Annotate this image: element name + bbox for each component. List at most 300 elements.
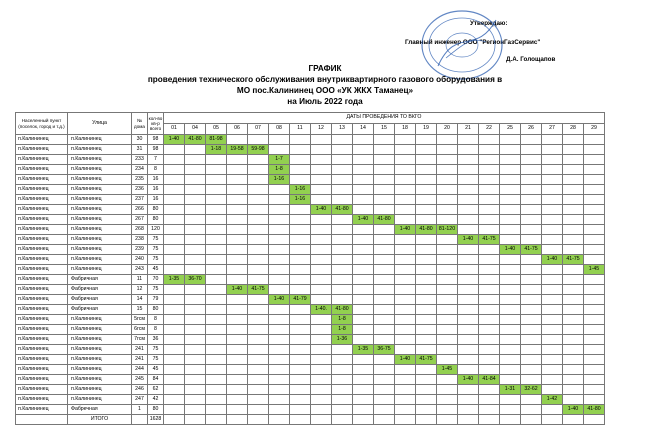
empty-cell (479, 225, 500, 235)
empty-cell (584, 145, 605, 155)
empty-cell (206, 165, 227, 175)
empty-cell (353, 195, 374, 205)
empty-cell (290, 155, 311, 165)
empty-cell (584, 355, 605, 365)
house-cell: 243 (132, 265, 148, 275)
empty-cell (437, 235, 458, 245)
house-cell: 267 (132, 215, 148, 225)
empty-cell (395, 285, 416, 295)
empty-cell (458, 285, 479, 295)
empty-cell (311, 415, 332, 425)
empty-cell (521, 325, 542, 335)
empty-cell (500, 365, 521, 375)
street-cell: п.Калининец (68, 335, 132, 345)
table-row (16, 225, 605, 235)
empty-cell (311, 385, 332, 395)
empty-cell (374, 375, 395, 385)
date-header-cell: 22 (479, 124, 500, 135)
empty-cell (395, 215, 416, 225)
schedule-range-cell: 59-98 (248, 145, 269, 155)
empty-cell (332, 135, 353, 145)
empty-cell (416, 255, 437, 265)
settlement-cell: п.Калининец (16, 395, 68, 405)
settlement-cell: п.Калининец (16, 185, 68, 195)
empty-cell (500, 275, 521, 285)
empty-cell (521, 415, 542, 425)
empty-cell (248, 415, 269, 425)
empty-cell (542, 365, 563, 375)
house-cell: 241 (132, 355, 148, 365)
count-cell: 80 (148, 215, 164, 225)
empty-cell (521, 395, 542, 405)
street-cell: Фабречная (68, 405, 132, 415)
empty-cell (437, 265, 458, 275)
empty-cell (353, 415, 374, 425)
empty-cell (584, 305, 605, 315)
schedule-table (15, 112, 605, 425)
empty-cell (479, 185, 500, 195)
house-cell: 237 (132, 195, 148, 205)
empty-cell (353, 205, 374, 215)
house-cell: 268 (132, 225, 148, 235)
empty-cell (206, 315, 227, 325)
empty-cell (353, 155, 374, 165)
street-cell: п.Калининец (68, 315, 132, 325)
schedule-range-cell: 1-16 (290, 185, 311, 195)
empty-cell (374, 305, 395, 315)
empty-cell (311, 395, 332, 405)
empty-cell (437, 355, 458, 365)
empty-cell (332, 405, 353, 415)
table-row (16, 235, 605, 245)
date-header-cell: 04 (185, 124, 206, 135)
schedule-range-cell: 32-62 (521, 385, 542, 395)
empty-cell (584, 185, 605, 195)
house-cell: 266 (132, 205, 148, 215)
empty-cell (479, 205, 500, 215)
empty-cell (521, 145, 542, 155)
empty-cell (458, 415, 479, 425)
empty-cell (500, 355, 521, 365)
empty-cell (227, 355, 248, 365)
empty-cell (479, 135, 500, 145)
empty-cell (542, 195, 563, 205)
empty-cell (290, 265, 311, 275)
empty-cell (269, 355, 290, 365)
empty-cell (290, 355, 311, 365)
empty-cell (332, 225, 353, 235)
empty-cell (206, 375, 227, 385)
house-cell: 14 (132, 295, 148, 305)
empty-cell (542, 325, 563, 335)
empty-cell (437, 345, 458, 355)
empty-cell (542, 135, 563, 145)
approval-name: Д.А. Голощапов (506, 56, 556, 63)
empty-cell (290, 385, 311, 395)
empty-cell (206, 345, 227, 355)
empty-cell (374, 285, 395, 295)
table-row (16, 405, 605, 415)
house-cell: 235 (132, 175, 148, 185)
col-settlement-header: Населенный пункт (поселок, город и т.д.) (16, 113, 68, 135)
empty-cell (164, 295, 185, 305)
empty-cell (290, 365, 311, 375)
empty-cell (185, 225, 206, 235)
empty-cell (584, 225, 605, 235)
empty-cell (290, 205, 311, 215)
empty-cell (416, 155, 437, 165)
heading-line4: на Июль 2022 года (287, 97, 363, 106)
date-header-cell: 20 (437, 124, 458, 135)
empty-cell (185, 245, 206, 255)
count-cell: 45 (148, 265, 164, 275)
date-header-cell: 19 (416, 124, 437, 135)
empty-cell (416, 175, 437, 185)
col-count-header: кол-во кв-р всего (148, 113, 164, 135)
empty-cell (500, 175, 521, 185)
empty-cell (458, 245, 479, 255)
empty-cell (458, 275, 479, 285)
empty-cell (353, 275, 374, 285)
empty-cell (248, 395, 269, 405)
street-cell: п.Калининец (68, 185, 132, 195)
schedule-range-cell: 1-8 (332, 315, 353, 325)
empty-cell (521, 185, 542, 195)
empty-cell (500, 195, 521, 205)
empty-cell (416, 275, 437, 285)
count-cell: 80 (148, 405, 164, 415)
empty-cell (164, 335, 185, 345)
empty-cell (521, 215, 542, 225)
schedule-range-cell: 41-80 (332, 305, 353, 315)
empty-cell (521, 285, 542, 295)
empty-cell (500, 415, 521, 425)
schedule-range-cell: 1-36 (332, 335, 353, 345)
schedule-range-cell: 36-75 (374, 345, 395, 355)
empty-cell (416, 235, 437, 245)
date-header-cell: 07 (248, 124, 269, 135)
empty-cell (416, 185, 437, 195)
empty-cell (395, 365, 416, 375)
empty-cell (521, 275, 542, 285)
count-cell: 45 (148, 365, 164, 375)
settlement-cell: п.Калининец (16, 255, 68, 265)
empty-cell (206, 195, 227, 205)
empty-cell (164, 175, 185, 185)
table-row (16, 195, 605, 205)
empty-cell (479, 255, 500, 265)
empty-cell (416, 375, 437, 385)
table-row (16, 365, 605, 375)
settlement-cell: п.Калининец (16, 285, 68, 295)
empty-cell (563, 315, 584, 325)
schedule-range-cell: 41-75 (248, 285, 269, 295)
empty-cell (437, 145, 458, 155)
empty-cell (311, 335, 332, 345)
empty-cell (269, 135, 290, 145)
empty-cell (269, 215, 290, 225)
empty-cell (227, 335, 248, 345)
house-cell: 11 (132, 275, 148, 285)
empty-cell (332, 275, 353, 285)
empty-cell (563, 155, 584, 165)
count-cell: 75 (148, 355, 164, 365)
empty-cell (500, 225, 521, 235)
empty-cell (500, 235, 521, 245)
empty-cell (227, 385, 248, 395)
empty-cell (584, 325, 605, 335)
empty-cell (374, 155, 395, 165)
empty-cell (584, 365, 605, 375)
settlement-cell: п.Калининец (16, 175, 68, 185)
empty-cell (416, 365, 437, 375)
count-cell: 75 (148, 235, 164, 245)
empty-cell (290, 145, 311, 155)
empty-cell (332, 255, 353, 265)
empty-cell (479, 215, 500, 225)
table-row (16, 175, 605, 185)
empty-cell (584, 395, 605, 405)
empty-cell (290, 135, 311, 145)
empty-cell (479, 365, 500, 375)
empty-cell (353, 245, 374, 255)
empty-cell (458, 195, 479, 205)
empty-cell (248, 235, 269, 245)
empty-cell (185, 355, 206, 365)
empty-cell (542, 185, 563, 195)
settlement-cell: п.Калининец (16, 335, 68, 345)
table-row (16, 155, 605, 165)
schedule-range-cell: 36-70 (185, 275, 206, 285)
empty-cell (437, 165, 458, 175)
empty-cell (248, 405, 269, 415)
empty-cell (416, 345, 437, 355)
schedule-range-cell: 1-35 (164, 275, 185, 285)
empty-cell (563, 145, 584, 155)
schedule-range-cell: 1-40 (311, 205, 332, 215)
count-cell: 98 (148, 135, 164, 145)
empty-cell (479, 145, 500, 155)
empty-cell (227, 325, 248, 335)
empty-cell (563, 415, 584, 425)
schedule-range-cell: 1-40 (395, 355, 416, 365)
empty-cell (185, 295, 206, 305)
empty-cell (353, 225, 374, 235)
street-cell: п.Калининец (68, 235, 132, 245)
empty-cell (227, 165, 248, 175)
empty-cell (206, 275, 227, 285)
empty-cell (437, 185, 458, 195)
empty-cell (521, 335, 542, 345)
empty-cell (185, 335, 206, 345)
empty-cell (437, 285, 458, 295)
empty-cell (395, 305, 416, 315)
house-cell: 30 (132, 135, 148, 145)
empty-cell (248, 135, 269, 145)
empty-cell (563, 295, 584, 305)
empty-cell (164, 215, 185, 225)
empty-cell (437, 405, 458, 415)
empty-cell (311, 275, 332, 285)
empty-cell (332, 235, 353, 245)
empty-cell (416, 265, 437, 275)
empty-cell (437, 385, 458, 395)
street-cell: п.Калининец (68, 135, 132, 145)
schedule-range-cell: 41-80 (374, 215, 395, 225)
empty-cell (395, 275, 416, 285)
empty-cell (248, 375, 269, 385)
schedule-range-cell: 1-45 (584, 265, 605, 275)
empty-cell (437, 175, 458, 185)
empty-cell (185, 315, 206, 325)
empty-cell (521, 345, 542, 355)
empty-cell (185, 265, 206, 275)
empty-cell (332, 415, 353, 425)
empty-cell (584, 275, 605, 285)
empty-cell (521, 365, 542, 375)
empty-cell (437, 255, 458, 265)
empty-cell (206, 335, 227, 345)
street-cell: Фабричная (68, 275, 132, 285)
street-cell: п.Калининец (68, 175, 132, 185)
empty-cell (332, 375, 353, 385)
empty-cell (395, 415, 416, 425)
date-header-cell: 28 (563, 124, 584, 135)
empty-cell (416, 405, 437, 415)
empty-cell (164, 225, 185, 235)
street-cell: Фабричная (68, 305, 132, 315)
street-cell: п.Калининец (68, 385, 132, 395)
empty-cell (290, 235, 311, 245)
empty-cell (311, 135, 332, 145)
street-cell: п.Калининец (68, 205, 132, 215)
empty-cell (374, 405, 395, 415)
empty-cell (185, 285, 206, 295)
empty-cell (311, 315, 332, 325)
empty-cell (395, 165, 416, 175)
empty-cell (563, 365, 584, 375)
empty-cell (521, 405, 542, 415)
table-row (16, 205, 605, 215)
empty-cell (353, 165, 374, 175)
empty-cell (206, 355, 227, 365)
empty-cell (584, 385, 605, 395)
empty-cell (458, 185, 479, 195)
date-header-cell: 25 (500, 124, 521, 135)
empty-cell (458, 135, 479, 145)
empty-cell (374, 325, 395, 335)
empty-cell (227, 135, 248, 145)
empty-cell (206, 405, 227, 415)
empty-cell (227, 215, 248, 225)
empty-cell (395, 335, 416, 345)
empty-cell (563, 185, 584, 195)
street-cell: п.Калининец (68, 375, 132, 385)
empty-cell (206, 255, 227, 265)
empty-cell (206, 305, 227, 315)
empty-cell (164, 235, 185, 245)
empty-cell (311, 265, 332, 275)
empty-cell (269, 195, 290, 205)
empty-cell (353, 355, 374, 365)
empty-cell (374, 265, 395, 275)
street-cell: п.Калининец (68, 345, 132, 355)
street-cell: п.Калининец (68, 155, 132, 165)
empty-cell (206, 325, 227, 335)
empty-cell (269, 145, 290, 155)
empty-cell (479, 165, 500, 175)
empty-cell (374, 275, 395, 285)
schedule-range-cell: 1-16 (290, 195, 311, 205)
empty-cell (458, 145, 479, 155)
empty-cell (479, 175, 500, 185)
empty-cell (164, 165, 185, 175)
empty-cell (206, 185, 227, 195)
empty-cell (479, 345, 500, 355)
empty-cell (164, 245, 185, 255)
empty-cell (227, 415, 248, 425)
table-row (16, 325, 605, 335)
empty-cell (227, 345, 248, 355)
empty-cell (584, 415, 605, 425)
empty-cell (584, 235, 605, 245)
empty-cell (248, 175, 269, 185)
empty-cell (521, 305, 542, 315)
empty-cell (269, 375, 290, 385)
heading-line1: ГРАФИК (308, 64, 342, 73)
empty-cell (164, 265, 185, 275)
count-cell: 79 (148, 295, 164, 305)
empty-cell (521, 315, 542, 325)
street-cell: Фабричная (68, 285, 132, 295)
empty-cell (353, 365, 374, 375)
empty-cell (269, 235, 290, 245)
empty-cell (353, 375, 374, 385)
empty-cell (311, 405, 332, 415)
house-cell: 15 (132, 305, 148, 315)
empty-cell (458, 385, 479, 395)
empty-cell (332, 215, 353, 225)
date-header-cell: 05 (206, 124, 227, 135)
empty-cell (479, 315, 500, 325)
table-row (16, 265, 605, 275)
empty-cell (206, 225, 227, 235)
empty-cell (185, 365, 206, 375)
empty-cell (416, 295, 437, 305)
count-cell: 16 (148, 185, 164, 195)
empty-cell (269, 265, 290, 275)
empty-cell (311, 225, 332, 235)
empty-cell (374, 365, 395, 375)
house-cell: 239 (132, 245, 148, 255)
empty-cell (353, 395, 374, 405)
schedule-range-cell: 81-98 (206, 135, 227, 145)
empty-cell (584, 295, 605, 305)
empty-cell (206, 235, 227, 245)
empty-cell (479, 415, 500, 425)
house-cell: 246 (132, 385, 148, 395)
empty-cell (479, 195, 500, 205)
empty-cell (563, 135, 584, 145)
empty-cell (185, 145, 206, 155)
empty-cell (332, 365, 353, 375)
house-cell: 244 (132, 365, 148, 375)
count-cell: 75 (148, 285, 164, 295)
empty-cell (332, 265, 353, 275)
empty-cell (332, 195, 353, 205)
empty-cell (437, 325, 458, 335)
date-header-cell: 13 (332, 124, 353, 135)
